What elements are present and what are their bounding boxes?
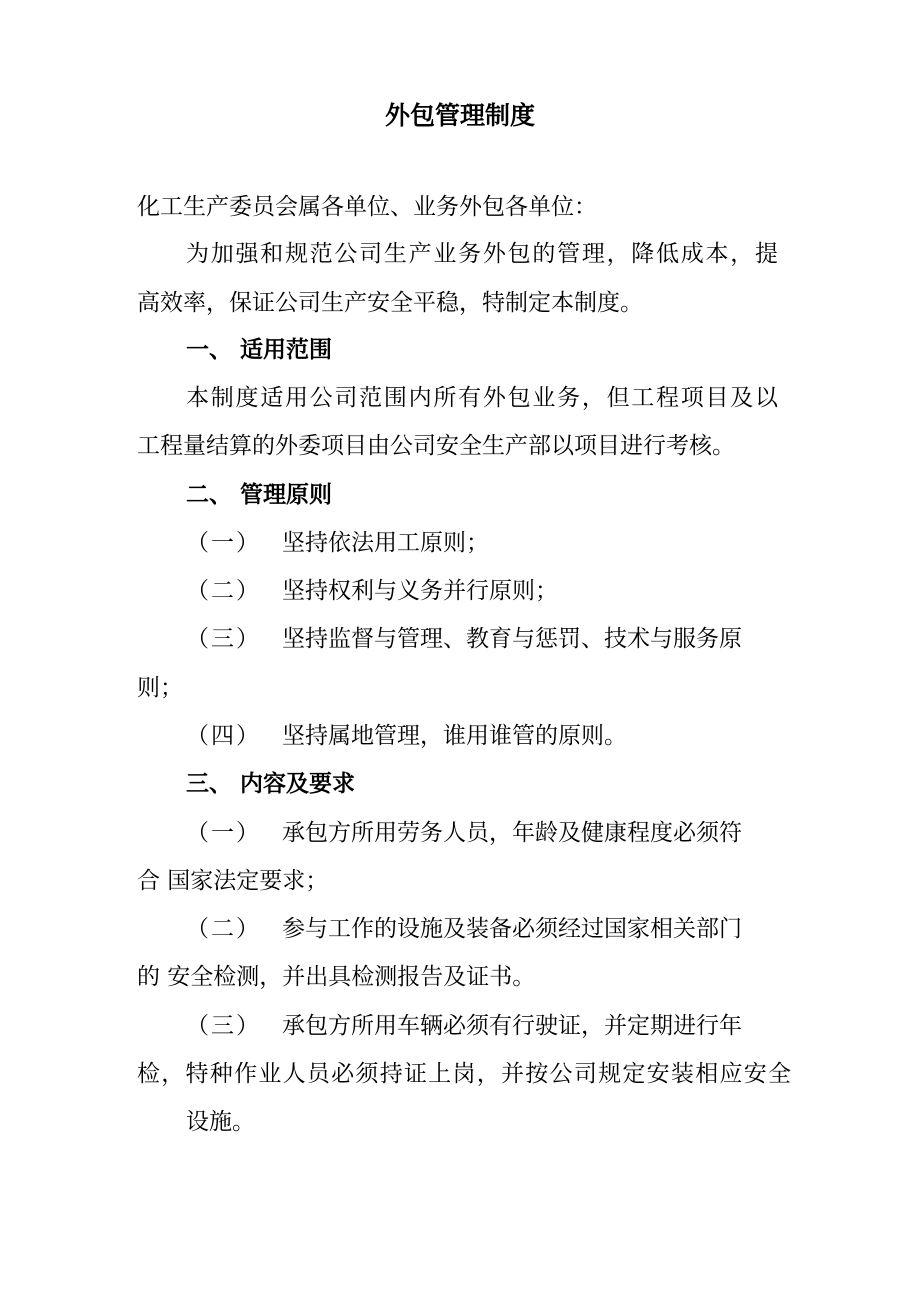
principle-item xyxy=(186,621,742,657)
section-heading-scope: 一、 适用范围 xyxy=(186,336,333,363)
item-number: （一） xyxy=(186,820,261,846)
principle-item xyxy=(186,718,627,754)
document-title: 外包管理制度 xyxy=(384,101,535,130)
item-text: 坚持属地管理，谁用谁管的原则。 xyxy=(282,723,627,749)
requirement-item xyxy=(186,1008,742,1044)
requirement-item-continuation: 合 国家法定要求； xyxy=(137,868,329,894)
salutation: 化工生产委员会属各单位、业务外包各单位： xyxy=(137,194,597,220)
requirement-item xyxy=(186,815,742,851)
principle-item xyxy=(186,573,558,609)
item-text: 承包方所用劳务人员，年龄及健康程度必须符 xyxy=(282,820,742,846)
requirement-item-continuation: 设施。 xyxy=(186,1109,255,1135)
scope-line-2: 工程量结算的外委项目由公司安全生产部以项目进行考核。 xyxy=(137,433,735,459)
item-text: 承包方所用车辆必须有行驶证，并定期进行年 xyxy=(282,1013,742,1039)
scope-line-1: 本制度适用公司范围内所有外包业务，但工程项目及以 xyxy=(186,385,778,411)
principle-item-continuation: 则； xyxy=(137,675,183,701)
item-number: （一） xyxy=(186,530,261,556)
item-number: （二） xyxy=(186,578,261,604)
item-number: （三） xyxy=(186,626,261,652)
item-text: 坚持监督与管理、教育与惩罚、技术与服务原 xyxy=(282,626,742,652)
item-number: （二） xyxy=(186,916,261,942)
section-heading-requirements: 三、 内容及要求 xyxy=(186,770,356,797)
principle-item xyxy=(186,525,489,561)
item-text: 参与工作的设施及装备必须经过国家相关部门 xyxy=(282,916,742,942)
intro-line-1: 为加强和规范公司生产业务外包的管理，降低成本，提 xyxy=(186,241,778,267)
item-number: （三） xyxy=(186,1013,261,1039)
requirement-item-continuation: 检，特种作业人员必须持证上岗，并按公司规定安装相应安全 xyxy=(137,1061,791,1087)
intro-line-2: 高效率，保证公司生产安全平稳，特制定本制度。 xyxy=(137,290,643,316)
requirement-item-continuation: 的 安全检测，并出具检测报告及证书。 xyxy=(137,964,536,990)
item-text: 坚持权利与义务并行原则； xyxy=(282,578,558,604)
item-text: 坚持依法用工原则； xyxy=(282,530,489,556)
section-heading-principles: 二、 管理原则 xyxy=(186,481,333,508)
item-number: （四） xyxy=(186,723,261,749)
requirement-item xyxy=(186,911,742,947)
